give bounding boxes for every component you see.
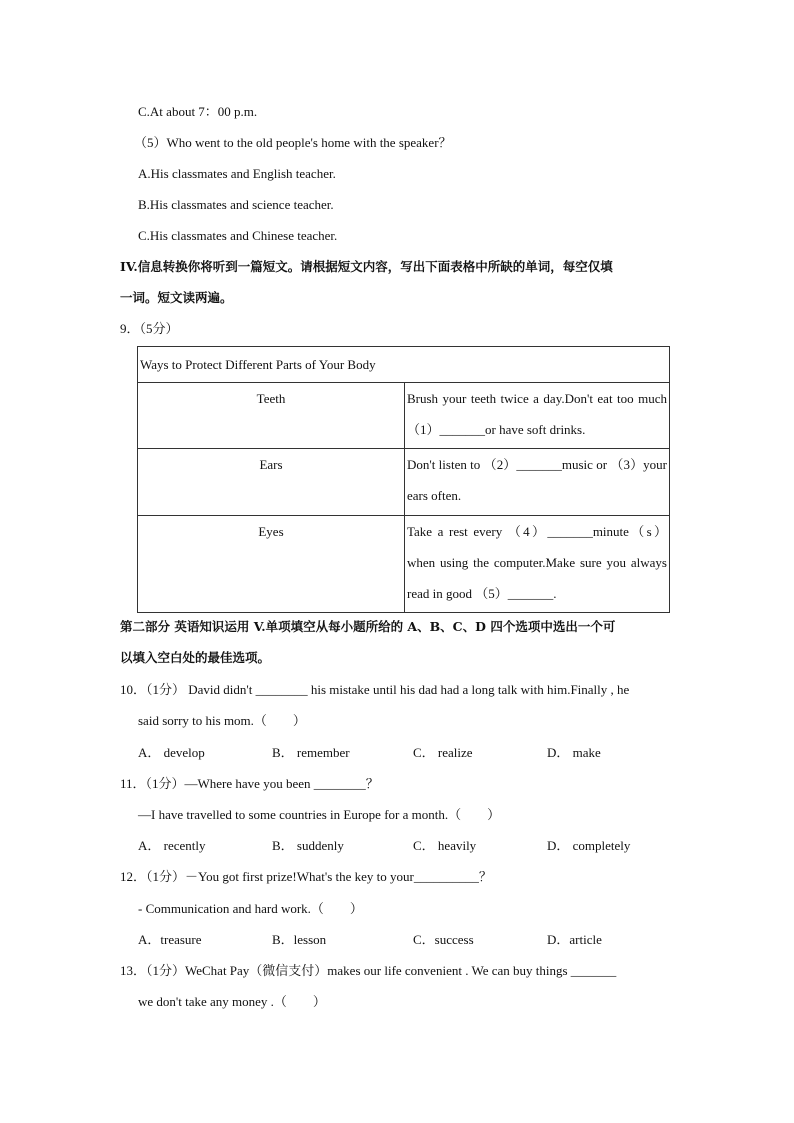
question-11-cont: —I have travelled to some countries in Europe for a month.（ ）	[138, 807, 501, 822]
table-cell-text: Brush your teeth twice a day.Don't eat too much （1）_______or have soft drinks.	[405, 383, 670, 449]
q10-option-a[interactable]: A． develop	[138, 745, 205, 760]
option-c-prev: C.At about 7：00 p.m.	[138, 104, 258, 119]
option-c: C.His classmates and Chinese teacher.	[138, 228, 338, 243]
table-cell-text: Don't listen to （2）_______music or （3）your ears often.	[405, 449, 670, 516]
q11-option-a[interactable]: A． recently	[138, 838, 206, 853]
q11-option-c[interactable]: C． heavily	[413, 838, 477, 853]
q10-option-d[interactable]: D． make	[547, 745, 601, 760]
q12-option-b[interactable]: B．lesson	[272, 932, 327, 947]
question-10: 10．（1分） David didn't ________ his mistake until his dad had a long talk with him.Finally , he	[120, 682, 630, 697]
table-title: Ways to Protect Different Parts of Your Body	[138, 347, 670, 383]
q12-option-d[interactable]: D．article	[547, 932, 602, 947]
question-13-cont: we don't take any money .（ ）	[138, 994, 326, 1009]
q11-option-b[interactable]: B． suddenly	[272, 838, 344, 853]
table-cell-part: Eyes	[138, 516, 405, 613]
info-table	[137, 346, 670, 613]
question-13: 13．（1分）WeChat Pay（微信支付）makes our life convenient . We can buy things _______	[120, 963, 617, 978]
q12-option-c[interactable]: C．success	[413, 932, 474, 947]
question-12: 12．（1分）－You got first prize!What's the key to your__________？	[120, 869, 492, 884]
q10-option-b[interactable]: B． remember	[272, 745, 350, 760]
table-cell-part: Ears	[138, 449, 405, 516]
question-12-cont: - Communication and hard work.（ ）	[138, 901, 363, 916]
q12-option-a[interactable]: A．treasure	[138, 932, 202, 947]
option-a: A.His classmates and English teacher.	[138, 166, 336, 181]
question-9-label: 9．（5分）	[120, 321, 179, 336]
section-4-heading: IV.信息转换你将听到一篇短文。请根据短文内容，写出下面表格中所缺的单词，每空仅填	[120, 259, 613, 274]
question-11: 11．（1分）—Where have you been ________？	[120, 776, 379, 791]
option-b: B.His classmates and science teacher.	[138, 197, 334, 212]
table-cell-text: Take a rest every （4）_______minute（s）when using the computer.Make sure you always read in good （5）_______.	[405, 516, 670, 613]
question-10-cont: said sorry to his mom.（ ）	[138, 713, 306, 728]
part-2-heading-cont: 以填入空白处的最佳选项。	[120, 650, 271, 665]
table-cell-part: Teeth	[138, 383, 405, 449]
question-8-5: （5）Who went to the old people's home with the speaker？	[134, 135, 452, 150]
q10-option-c[interactable]: C． realize	[413, 745, 473, 760]
section-4-heading-cont: 一词。短文读两遍。	[120, 290, 233, 305]
part-2-heading: 第二部分 英语知识运用 V.单项填空从每小题所给的 A、B、C、D 四个选项中选出一个可	[120, 619, 616, 634]
q11-option-d[interactable]: D． completely	[547, 838, 631, 853]
